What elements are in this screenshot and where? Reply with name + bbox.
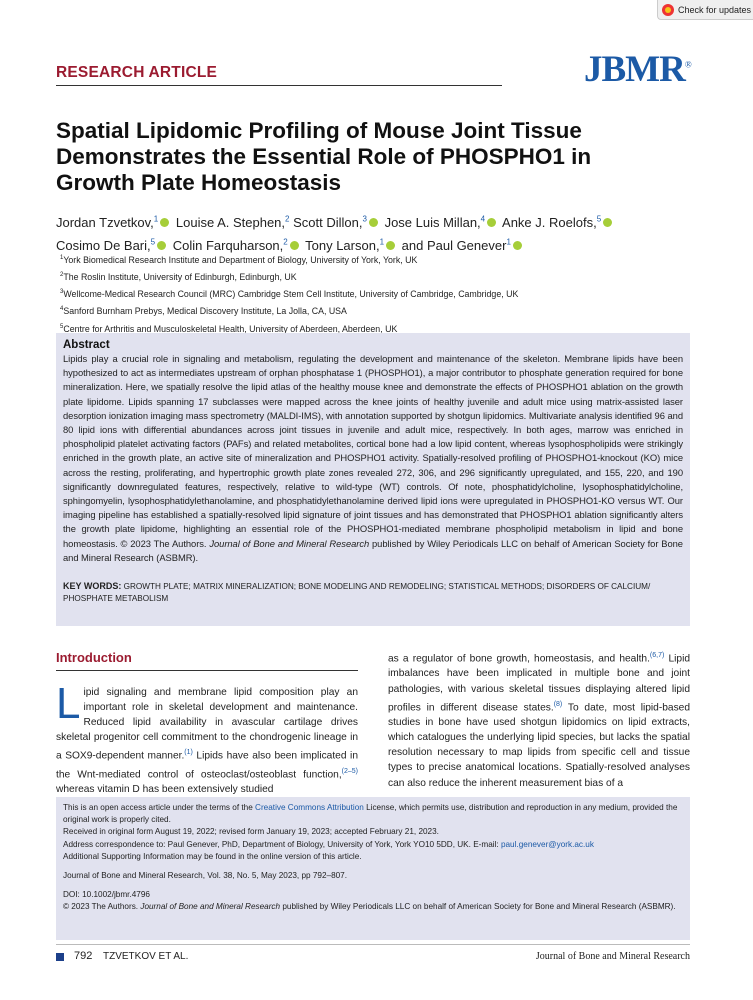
journal-logo-mark: ® — [684, 59, 691, 70]
license-note: This is an open access article under the terms of the Creative Commons Attribution License, which permits use, distribution and reproduction in any medium, provided the original work is properly cited. — [63, 803, 678, 825]
drop-cap: L — [56, 679, 81, 728]
article-title: Spatial Lipidomic Profiling of Mouse Joint Tissue Demonstrates the Essential Role of PHOSPHO1 in Growth Plate Homeostasis — [56, 118, 592, 195]
orcid-icon[interactable] — [386, 241, 395, 250]
author[interactable]: Scott Dillon,$^3$ — [293, 215, 381, 230]
author[interactable]: Jose Luis Millan,$^4$ — [385, 215, 500, 230]
check-updates-label: Check for updates — [678, 4, 752, 15]
citation-link[interactable]: (6,7) — [649, 652, 665, 659]
crossmark-icon — [662, 4, 674, 16]
orcid-icon[interactable] — [603, 218, 612, 227]
article-info-box — [56, 797, 690, 940]
received-dates: Received in original form August 19, 2022; revised form January 19, 2023; accepted February 21, 2023. — [63, 827, 439, 837]
footer-divider — [56, 944, 690, 945]
affiliation: $^1$York Biomedical Research Institute and Department of Biology, University of York, York, UK — [60, 254, 418, 265]
email-link[interactable]: paul.genever@york.ac.uk — [500, 839, 594, 849]
doi[interactable]: DOI: 10.1002/jbmr.4796 — [63, 890, 150, 900]
running-head: TZVETKOV ET AL. — [103, 951, 189, 962]
introduction-heading: Introduction — [56, 650, 132, 665]
affiliation: $^3$Wellcome-Medical Research Council (MRC) Cambridge Stem Cell Institute, University of Cambridge, Cambridge, UK — [60, 289, 519, 300]
orcid-icon[interactable] — [487, 218, 496, 227]
journal-logo — [584, 48, 691, 91]
abstract-box — [56, 333, 690, 626]
intro-column-right — [388, 648, 690, 791]
abstract-heading: Abstract — [63, 339, 110, 351]
correspondence: Address correspondence to: Paul Genever, PhD, Department of Biology, University of York, York YO10 5DD, UK. E-mail: paul.genever@york.ac.uk — [63, 839, 594, 849]
author[interactable]: Anke J. Roelofs,$^5$ — [502, 215, 615, 230]
citation-link[interactable]: (8) — [553, 700, 563, 708]
author[interactable]: Louise A. Stephen,$^2$ — [175, 215, 290, 231]
author[interactable]: Colin Farquharson,$^2$ — [173, 238, 302, 253]
keywords: KEY WORDS: GROWTH PLATE; MATRIX MINERALIZATION; BONE MODELING AND REMODELING; STATISTICAL METHODS; DISORDERS OF CALCIUM/ PHOSPHATE METABOLISM — [63, 581, 651, 603]
author-list — [56, 210, 656, 255]
running-journal-title: Journal of Bone and Mineral Research — [535, 951, 690, 962]
journal-logo-text: JBMR — [584, 49, 685, 90]
citation-link[interactable]: (2–5) — [341, 767, 358, 775]
author[interactable]: and Paul Genever$^1$ — [402, 238, 525, 253]
author[interactable]: Jordan Tzvetkov,$^1$ — [56, 215, 172, 230]
copyright: © 2023 The Authors. Journal of Bone and Mineral Research published by Wiley Periodicals LLC on behalf of American Society for Bone and Mineral Research (ASBMR). — [63, 902, 676, 912]
section-label: RESEARCH ARTICLE — [56, 64, 218, 81]
page-marker-icon — [56, 953, 64, 961]
affiliation: $^5$Centre for Arthritis and Musculoskeletal Health, University of Aberdeen, Aberdeen, UK — [60, 323, 398, 334]
orcid-icon[interactable] — [290, 241, 299, 250]
affiliation-list — [60, 251, 518, 337]
page-number: 792 — [74, 950, 93, 962]
header-divider — [56, 85, 502, 86]
orcid-icon[interactable] — [157, 241, 166, 250]
introduction-divider — [56, 670, 358, 671]
orcid-icon[interactable] — [513, 241, 522, 250]
check-for-updates-button[interactable] — [657, 0, 753, 20]
author[interactable]: Cosimo De Bari,$^5$ — [56, 238, 169, 253]
orcid-icon[interactable] — [369, 218, 378, 227]
affiliation: $^2$The Roslin Institute, University of Edinburgh, Edinburgh, UK — [60, 272, 297, 283]
author[interactable]: Tony Larson,$^1$ — [305, 238, 398, 253]
supporting-info: Additional Supporting Information may be found in the online version of this article. — [63, 851, 362, 861]
intro-column-left — [56, 650, 358, 797]
affiliation: $^4$Sanford Burnham Prebys, Medical Discovery Institute, La Jolla, CA, USA — [60, 306, 347, 317]
intro-paragraph-continued: as a regulator of bone growth, homeostasis, and health.$^{(6,7)}$ Lipid imbalances have been implicated in multiple bone and joint pathologies, with various skeletal tissues displaying altered lipid profiles in different disease states.$^{(8)}$ To date, most lipid-based studies in bone have used shotgun lipidomics on lipid extracts, which catalogues the underlying lipid species, but lacks the spatial resolution necessary to map lipids from specific cell and tissue types to precise anatomical locations. Spatially-resolved analyses can also reduce the inherent measurement bias of a — [388, 652, 690, 789]
abstract-text: Lipids play a crucial role in signaling and metabolism, regulating the development and maintenance of the skeleton. Membrane lipids have been hypothesized to act as intermediates upstream of orphan phosphatase 1 (PHOSPHO1), a major contributor to phosphate generation required for bone mineralization. Here, we spatially resolve the lipid atlas of the healthy mouse knee and demonstrate the effects of PHOSPHO1 ablation on the growth plate lipidome. Lipids spanning 17 subclasses were mapped across the knee joints of healthy juvenile and adult mice using matrix-assisted laser desorption ionization imaging mass spectrometry (MALDI-IMS), with annotation supported by shotgun lipidomics. Multivariate analysis identified 96 and 80 lipid ions with differential abundances across joint tissues in juvenile and adult mice, respectively. In both ages, marrow was enriched in phospholipid platelet activating factors (PAFs) and related metabolites, cortical bone had a low lipid content, whereas lysophospholipids were strikingly enriched in the growth plate, an active site of mineralization and PHOSPHO1 activity. Spatially-resolved profiling of PHOSPHO1-knockout (KO) mice across the resting, proliferating, and hypertrophic growth plate zones revealed 272, 306, and 296 significantly upregulated, and 155, 220, and 190 significantly downregulated features, respectively, relative to wild-type (WT) controls. Of note, phosphatidylcholine, lysophosphatidylcholine, sphingomyelin, lysophosphatidylethanolamine, and phosphatidylethanolamine derived lipid ions were upregulated in PHOSPHO1-KO versus WT. Our imaging pipeline has established a spatially-resolved lipid signature of joint tissues and has demonstrated that PHOSPHO1 ablation significantly alters the growth plate lipidome, highlighting an essential role of the PHOSPHO1-mediated membrane phospholipid metabolism in lipid and bone homeostasis. © 2023 The Authors. Journal of Bone and Mineral Research published by Wiley Periodicals LLC on behalf of American Society for Bone and Mineral Research (ASBMR). — [63, 353, 683, 563]
intro-paragraph: Lipid signaling and membrane lipid composition play an important role in skeletal development and maintenance. Reduced lipid availability in avascular cartilage drives skeletal progenitor cell commitment to the chondrogenic lineage in a SOX9-dependent manner.$^{(1)}$ Lipids have also been implicated in the Wnt-mediated control of osteoclast/osteoblast function,$^{(2-5)}$ whereas vitamin D has been extensively studied — [56, 679, 358, 796]
license-link[interactable]: Creative Commons Attribution — [255, 803, 364, 812]
orcid-icon[interactable] — [160, 218, 169, 227]
citation-link[interactable]: (1) — [184, 749, 193, 757]
journal-citation: Journal of Bone and Mineral Research, Vol. 38, No. 5, May 2023, pp 792–807. — [63, 871, 348, 881]
